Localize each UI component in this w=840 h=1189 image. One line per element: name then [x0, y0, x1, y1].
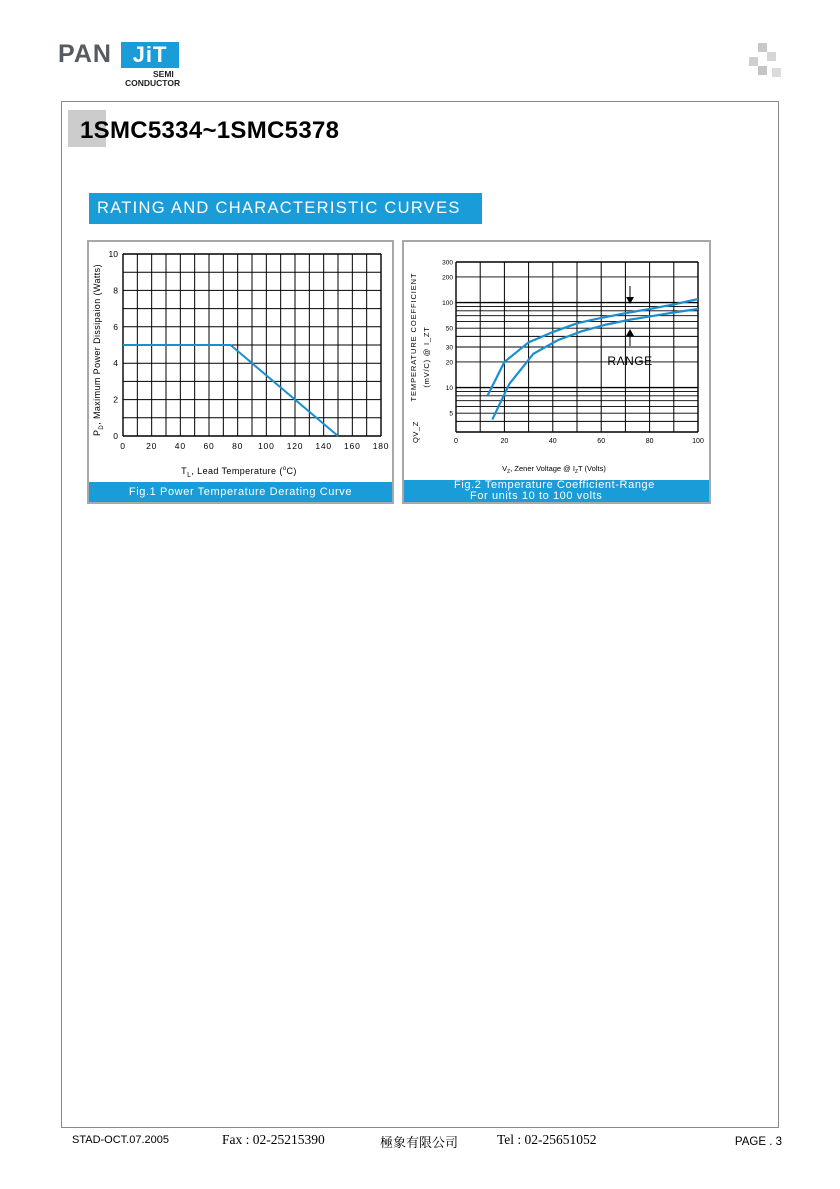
fig2-x-tick-label: 100	[692, 438, 704, 445]
fig2-y-tick-label: 5	[449, 410, 453, 418]
fig1-x-tick-label: 120	[286, 441, 304, 451]
panjit-logo	[58, 40, 198, 90]
fig2-x-tick-label: 40	[548, 438, 557, 445]
fig1-y-tick-label: 6	[113, 321, 118, 332]
fig1-x-tick-label: 60	[203, 441, 215, 451]
fig1-derating-curve	[123, 345, 338, 436]
section-title: RATING AND CHARACTERISTIC CURVES	[89, 193, 482, 224]
fig1-panel	[87, 240, 394, 504]
fig1-x-tick-label: 160	[344, 441, 361, 451]
fig2-ylabel-3: QV_Z	[411, 421, 420, 443]
fig2-y-tick-label: 20	[445, 359, 453, 367]
fig1-chart	[89, 242, 392, 482]
fig1-y-tick-label: 2	[113, 394, 118, 405]
fig2-caption	[404, 480, 709, 502]
fig2-y-tick-label: 30	[445, 344, 453, 352]
logo-semi-text: SEMI	[153, 69, 174, 79]
range-arrow-up-icon	[626, 329, 634, 336]
logo-jit-text: JiT	[121, 42, 179, 68]
fig2-panel	[402, 240, 711, 504]
footer-fax: Fax : 02-25215390	[222, 1132, 325, 1147]
decorative-squares-icon	[744, 43, 784, 83]
fig1-x-tick-label: 40	[174, 441, 186, 451]
fig1-x-tick-label: 80	[232, 441, 244, 451]
fig1-x-tick-label: 180	[372, 441, 390, 451]
fig2-x-tick-label: 0	[454, 438, 458, 445]
fig2-ylabel-2: (mV/C) @ I_ZT	[422, 326, 431, 388]
logo-conductor-text: CONDUCTOR	[125, 78, 181, 88]
fig1-xlabel: $T_L$, Lead Temperature ($^o$C)	[181, 466, 297, 479]
footer-company: 極象有限公司	[380, 1135, 459, 1150]
fig2-range-curve-lower	[492, 309, 698, 420]
fig2-ylabel-1: TEMPERATURE COEFFICIENT	[409, 272, 418, 402]
fig2-x-tick-label: 20	[500, 438, 509, 445]
fig1-x-tick-label: 0	[120, 441, 126, 451]
fig2-chart	[404, 242, 709, 480]
fig2-caption-line1: Fig.2 Temperature Coefficient-Range	[454, 479, 655, 491]
fig2-y-tick-label: 300	[442, 259, 453, 267]
fig1-x-tick-label: 20	[146, 441, 158, 451]
fig1-x-tick-label: 140	[315, 441, 332, 451]
fig2-y-tick-label: 10	[445, 385, 453, 393]
fig2-y-tick-label: 50	[445, 325, 453, 333]
fig2-x-tick-label: 60	[597, 438, 606, 445]
footer-code: STAD-OCT.07.2005	[72, 1134, 170, 1146]
range-label: RANGE	[607, 354, 653, 368]
fig2-y-tick-label: 100	[442, 300, 453, 308]
fig2-x-tick-label: 80	[645, 438, 654, 445]
fig1-y-tick-label: 4	[113, 358, 118, 369]
fig2-xlabel: $V_Z$, Zener Voltage @ $I_ZT$ (Volts)	[502, 464, 606, 475]
footer-tel: Tel : 02-25651052	[497, 1132, 597, 1147]
logo-pan-text: PAN	[58, 40, 112, 68]
footer-page: PAGE . 3	[734, 1136, 782, 1148]
fig1-y-tick-label: 10	[108, 249, 118, 259]
fig1-y-tick-label: 8	[113, 285, 118, 296]
page-title: 1SMC5334~1SMC5378	[80, 117, 340, 144]
fig1-caption: Fig.1 Power Temperature Derating Curve	[89, 482, 392, 502]
fig2-y-tick-label: 200	[442, 274, 453, 282]
fig1-x-tick-label: 100	[258, 441, 275, 451]
fig1-ylabel: $P_D$, Maximum Power Dissipaion (Watts)	[92, 264, 105, 436]
fig1-y-tick-label: 0	[113, 431, 118, 441]
fig2-caption-line2: For units 10 to 100 volts	[470, 490, 603, 502]
